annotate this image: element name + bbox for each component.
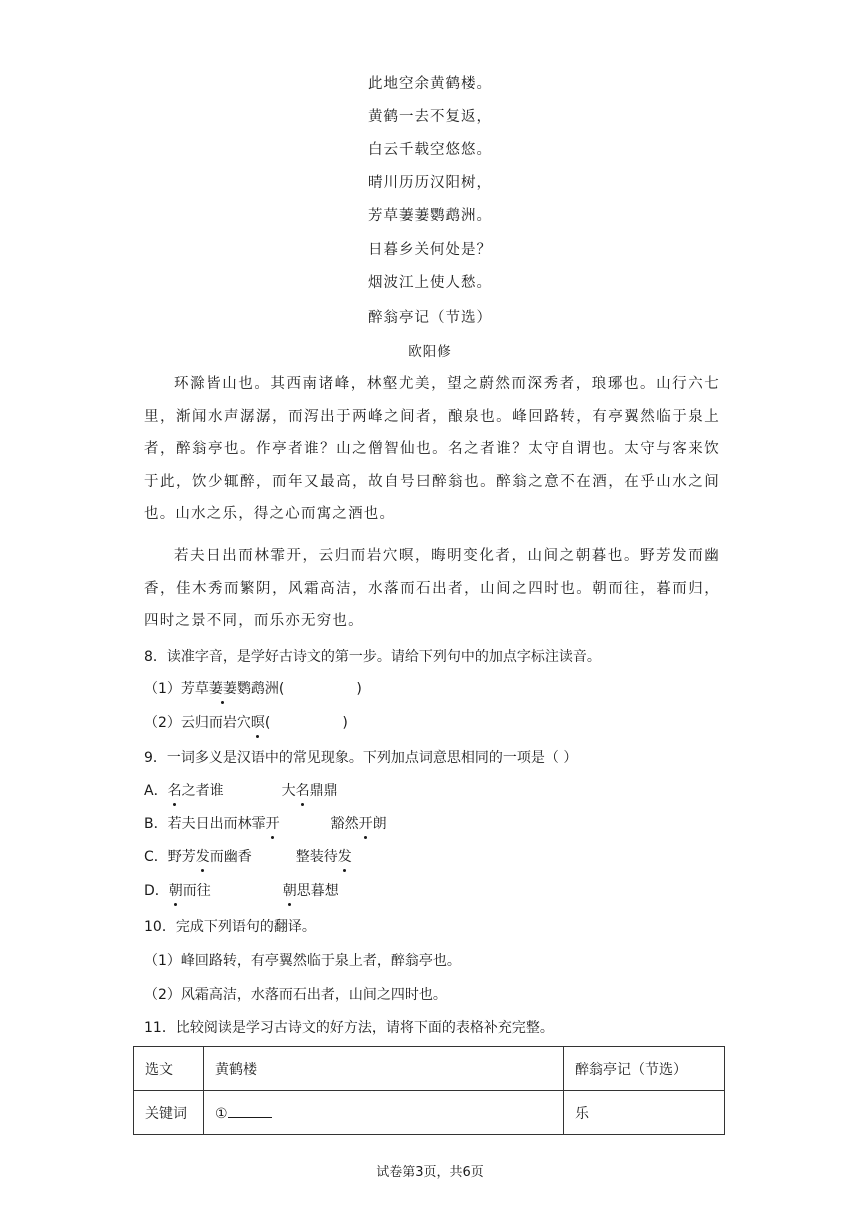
question-10-stem: 10．完成下列语句的翻译。	[144, 919, 316, 935]
dotted-word: 朝	[282, 883, 297, 899]
option-label: A．	[144, 783, 168, 799]
table-cell: 乐	[564, 1091, 725, 1135]
question-9-option-b	[144, 814, 744, 834]
dotted-word: 名	[295, 783, 310, 799]
answer-cell	[204, 1091, 564, 1135]
question-9-stem: 9．一词多义是汉语中的常见现象。下列加点词意思相同的一项是（ ）	[144, 750, 578, 766]
blank-marker: ①	[215, 1106, 228, 1122]
item-text: (	[264, 715, 271, 731]
option-text: 大	[281, 783, 296, 799]
option-label: B．	[144, 816, 168, 832]
poem-line: 白云千载空悠悠。	[368, 142, 492, 158]
comparison-table	[133, 1046, 725, 1135]
essay-title: 醉翁亭记（节选）	[368, 310, 492, 326]
option-label: D．	[144, 883, 169, 899]
option-text: 野芳	[167, 849, 196, 865]
page-footer: 试卷第3页，共6页	[376, 1165, 484, 1180]
question-9-option-a	[144, 781, 744, 801]
dotted-word: 发	[195, 849, 210, 865]
option-text: 豁然	[330, 816, 359, 832]
option-text: 整装待	[295, 849, 338, 865]
option-text: 若夫日出而林霏	[167, 816, 266, 832]
option-text: 思暮想	[296, 883, 339, 899]
question-11-stem: 11．比较阅读是学习古诗文的好方法，请将下面的表格补充完整。	[144, 1020, 554, 1036]
essay-paragraph: 若夫日出而林霏开，云归而岩穴暝，晦明变化者，山间之朝暮也。野芳发而幽香，佳木秀而繁阴，风霜高洁，水落而石出者，山间之四时也。朝而往，暮而归，四时之景不同，而乐亦无穷也。	[144, 548, 720, 629]
poem-line: 此地空余黄鹤楼。	[368, 76, 492, 92]
table-cell: 关键词	[134, 1091, 204, 1135]
essay-author: 欧阳修	[408, 344, 452, 360]
dotted-word: 开	[358, 816, 373, 832]
table-cell: 黄鹤楼	[204, 1047, 564, 1091]
option-text: 鼎鼎	[309, 783, 338, 799]
poem-line: 日暮乡关何处是？	[368, 242, 492, 258]
dotted-word: 名	[167, 783, 182, 799]
question-8-item-1	[144, 679, 744, 699]
item-text: )	[356, 681, 362, 697]
option-text: 而幽香	[209, 849, 252, 865]
answer-blank	[228, 1103, 272, 1118]
table-cell: 醉翁亭记（节选）	[564, 1047, 725, 1091]
question-8-stem: 8．读准字音，是学好古诗文的第一步。请给下列句中的加点字标注读音。	[144, 649, 601, 665]
dotted-word: 暝	[250, 715, 265, 731]
option-text: 而往	[182, 883, 211, 899]
question-9-option-c	[144, 847, 744, 867]
dotted-word: 开	[265, 816, 280, 832]
option-label: C．	[144, 849, 168, 865]
dotted-word: 发	[337, 849, 352, 865]
poem-line: 芳草萋萋鹦鹉洲。	[368, 208, 492, 224]
table-row	[134, 1091, 725, 1135]
question-10-item-2: （2）风霜高洁，水落而石出者，山间之四时也。	[144, 987, 447, 1003]
option-text: 朗	[372, 816, 387, 832]
item-text: )	[342, 715, 348, 731]
question-9-option-d	[144, 881, 744, 901]
item-text: （2）云归而岩穴	[144, 715, 251, 731]
question-10-item-1: （1）峰回路转，有亭翼然临于泉上者，醉翁亭也。	[144, 953, 461, 969]
table-cell: 选文	[134, 1047, 204, 1091]
dotted-word: 萋萋	[208, 681, 237, 697]
poem-line: 烟波江上使人愁。	[368, 275, 492, 291]
item-text: （1）芳草	[144, 681, 209, 697]
table-row	[134, 1047, 725, 1091]
dotted-word: 朝	[168, 883, 183, 899]
question-8-item-2	[144, 713, 744, 733]
poem-line: 晴川历历汉阳树，	[368, 175, 492, 191]
essay-paragraph: 环滁皆山也。其西南诸峰，林壑尤美，望之蔚然而深秀者，琅琊也。山行六七里，渐闻水声潺潺，而泻出于两峰之间者，酿泉也。峰回路转，有亭翼然临于泉上者，醉翁亭也。作亭者谁？山之僧智仙也。名之者谁？太守自谓也。太守与客来饮于此，饮少辄醉，而年又最高，故自号曰醉翁也。醉翁之意不在酒，在乎山水之间也。山水之乐，得之心而寓之酒也。	[144, 376, 720, 522]
item-text: 鹦鹉洲(	[236, 681, 285, 697]
poem-line: 黄鹤一去不复返，	[368, 109, 492, 125]
option-text: 之者谁	[181, 783, 224, 799]
